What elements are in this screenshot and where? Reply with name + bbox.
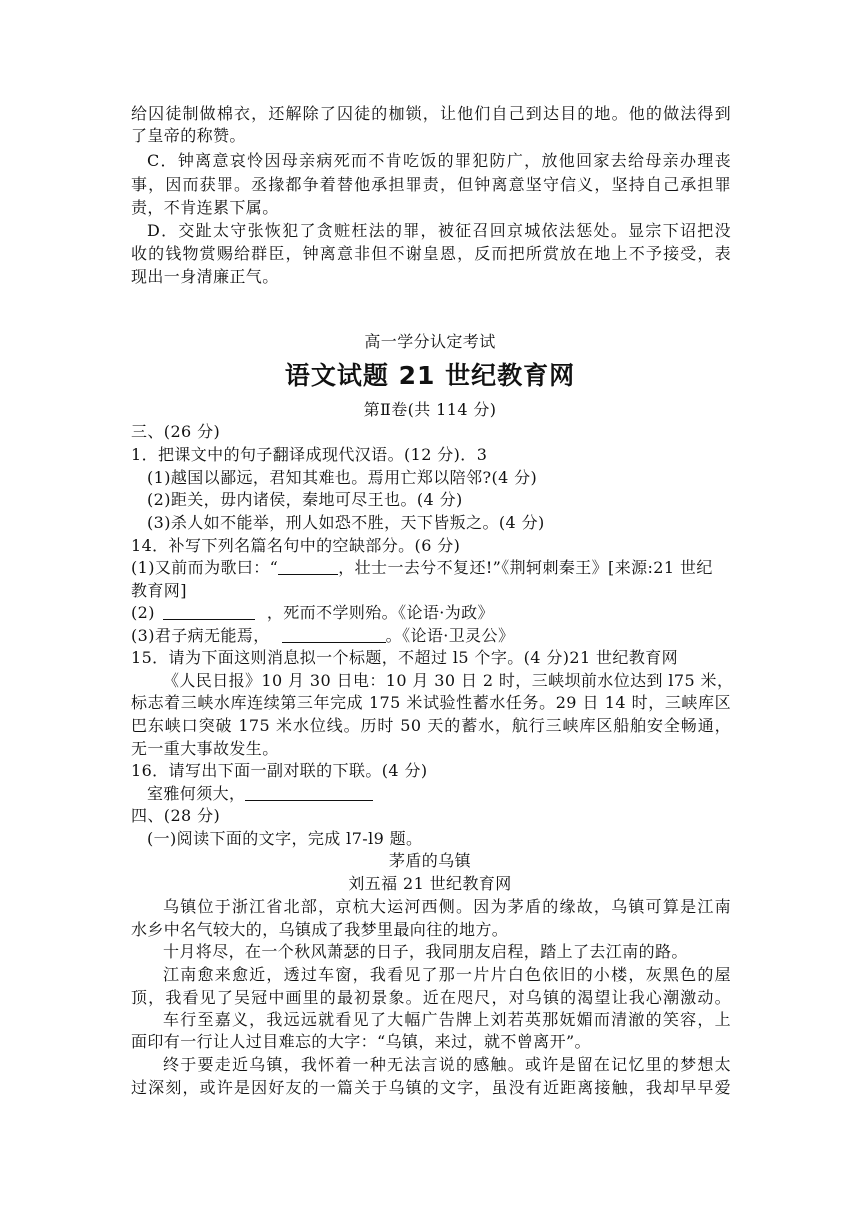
article-paragraph: 过深刻，或许是因好友的一篇关于乌镇的文字，虽没有近距离接触，我却早早爱 bbox=[131, 1078, 731, 1097]
text-line: 了皇帝的称赞。 bbox=[131, 126, 246, 145]
question-16: 16．请写出下面一副对联的下联。(4 分) bbox=[131, 761, 428, 780]
answer-blank[interactable] bbox=[282, 626, 386, 643]
question-1-item: (3)杀人如不能举，刑人如恐不胜，天下皆叛之。(4 分) bbox=[147, 513, 545, 532]
section-heading: 四、(28 分) bbox=[131, 806, 221, 825]
section-heading: 三、(26 分) bbox=[131, 422, 221, 441]
item-text: ，壮士一去兮不复还!”《荆轲刺秦王》[来源:21 世纪 bbox=[338, 558, 713, 577]
exam-header: 高一学分认定考试 bbox=[364, 332, 496, 351]
article-paragraph: 顶，我看见了吴冠中画里的最初景象。近在咫尺，对乌镇的渴望让我心潮激动。 bbox=[131, 988, 731, 1007]
article-paragraph: 车行至嘉义，我远远就看见了大幅广告牌上刘若英那妩媚而清澈的笑容，上 bbox=[163, 1010, 731, 1029]
article-paragraph: 十月将尽，在一个秋风萧瑟的日子，我同朋友启程，踏上了去江南的路。 bbox=[163, 942, 688, 961]
article-paragraph: 水乡中名气较大的，乌镇成了我梦里最向往的地方。 bbox=[131, 920, 509, 939]
item-text: (3)君子病无能焉， bbox=[131, 626, 270, 645]
news-text: 标志着三峡水库连续第三年完成 175 米试验性蓄水任务。29 日 14 时，三峡库区 bbox=[131, 693, 731, 712]
text-line: 事，因而获罪。丞掾都争着替他承担罪责，但钟离意坚守信义，坚持自己承担罪 bbox=[131, 175, 731, 194]
text-line: 责，不肯连累下属。 bbox=[131, 198, 279, 217]
question-14-item-3 bbox=[131, 625, 731, 647]
question-15: 15．请为下面这则消息拟一个标题，不超过 l5 个字。(4 分)21 世纪教育网 bbox=[131, 648, 679, 667]
answer-blank[interactable] bbox=[163, 603, 255, 620]
question-14: 14．补写下列名篇名句中的空缺部分。(6 分) bbox=[131, 536, 461, 555]
exam-title: 语文试题 21 世纪教育网 bbox=[284, 361, 576, 390]
article-paragraph: 乌镇位于浙江省北部，京杭大运河西侧。因为茅盾的缘故，乌镇可算是江南 bbox=[163, 897, 731, 916]
item-text: (2) bbox=[131, 603, 155, 622]
answer-blank[interactable] bbox=[278, 558, 338, 575]
article-author: 刘五福 21 世纪教育网 bbox=[348, 874, 512, 893]
article-paragraph: 面印有一行让人过目难忘的大字：“乌镇，来过，就不曾离开”。 bbox=[131, 1032, 591, 1051]
article-title: 茅盾的乌镇 bbox=[388, 851, 471, 870]
question-1-item: (1)越国以鄙远，君知其难也。焉用亡郑以陪邻?(4 分) bbox=[147, 468, 538, 487]
question-14-item-2 bbox=[131, 602, 731, 624]
news-text: 无一重大事故发生。 bbox=[131, 739, 279, 758]
question-14-item-1 bbox=[131, 557, 731, 579]
volume-heading: 第Ⅱ卷(共 114 分) bbox=[363, 400, 497, 419]
text-line: 教育网] bbox=[131, 581, 187, 600]
answer-blank[interactable] bbox=[245, 784, 373, 801]
couplet-text: 室雅何须大， bbox=[147, 784, 246, 803]
article-paragraph: 江南愈来愈近，透过车窗，我看见了那一片片白色依旧的小楼，灰黑色的屋 bbox=[163, 965, 731, 984]
item-text: ，死而不学则殆。《论语·为政》 bbox=[266, 603, 494, 622]
question-1: 1．把课文中的句子翻译成现代汉语。(12 分)．3 bbox=[131, 445, 488, 464]
item-text: 。《论语·卫灵公》 bbox=[385, 626, 515, 645]
text-line: 收的钱物赏赐给群臣，钟离意非但不谢皇恩，反而把所赏放在地上不予接受，表 bbox=[131, 244, 731, 263]
article-paragraph: 终于要走近乌镇，我怀着一种无法言说的感触。或许是留在记忆里的梦想太 bbox=[163, 1055, 731, 1074]
option-d: D．交趾太守张恢犯了贪赃枉法的罪，被征召回京城依法惩处。显宗下诏把没 bbox=[147, 221, 731, 240]
reading-instruction: (一)阅读下面的文字，完成 l7-l9 题。 bbox=[147, 829, 423, 848]
news-text: 《人民日报》10 月 30 日电：10 月 30 日 2 时，三峡坝前水位达到 l75 米， bbox=[163, 671, 734, 690]
item-text: (1)又前而为歌曰：“ bbox=[131, 558, 279, 577]
question-1-item: (2)距关，毋内诸侯，秦地可尽王也。(4 分) bbox=[147, 490, 463, 509]
news-text: 巴东峡口突破 175 米水位线。历时 50 天的蓄水，航行三峡库区船舶安全畅通， bbox=[131, 716, 731, 735]
text-line: 现出一身清廉正气。 bbox=[131, 267, 279, 286]
couplet-line bbox=[147, 783, 747, 805]
option-c: C．钟离意哀怜因母亲病死而不肯吃饭的罪犯防广，放他回家去给母亲办理丧 bbox=[147, 151, 731, 170]
text-line: 给囚徒制做棉衣，还解除了囚徒的枷锁，让他们自己到达目的地。他的做法得到 bbox=[131, 104, 731, 123]
